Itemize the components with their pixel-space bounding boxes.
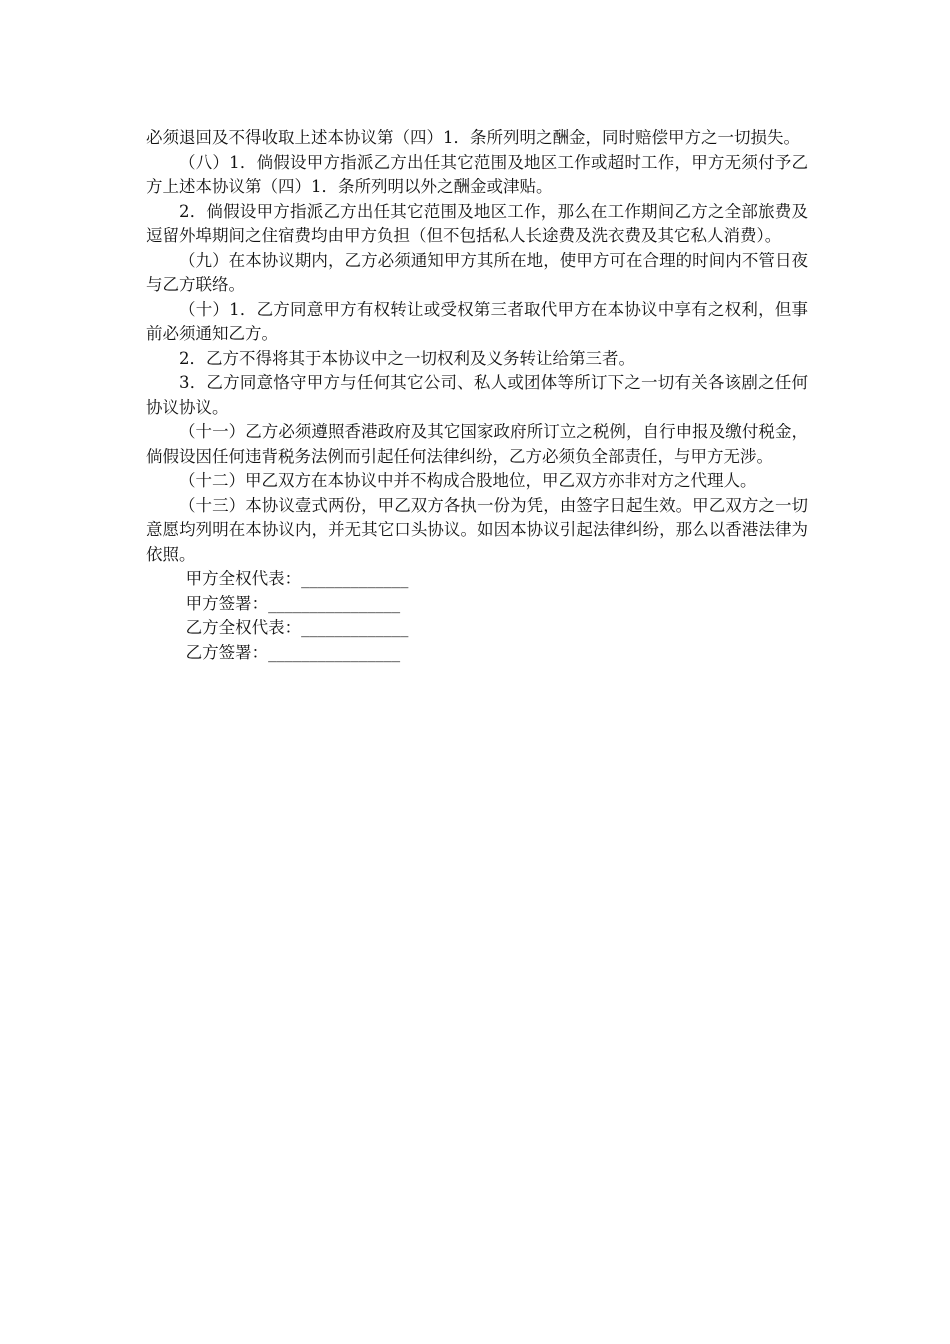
signature-blank: ________________ (268, 593, 401, 613)
paragraph-clause-8-2: 2．倘假设甲方指派乙方出任其它范围及地区工作，那么在工作期间乙方之全部旅费及逗留外埠期间之住宿费均由甲方负担（但不包括私人长途费及洗衣费及其它私人消费）。 (146, 201, 808, 245)
paragraph-clause-12: （十二）甲乙双方在本协议中并不构成合股地位，甲乙双方亦非对方之代理人。 (179, 471, 757, 490)
signature-line-party-a-representative (146, 567, 808, 592)
signature-blank: ________________ (268, 642, 401, 662)
paragraph-clause-13: （十三）本协议壹式两份，甲乙双方各执一份为凭，由签字日起生效。甲乙双方之一切意愿均列明在本协议内，并无其它口头协议。如因本协议引起法律纠纷，那么以香港法律为依照。 (146, 495, 808, 564)
signature-blank: _____________ (301, 569, 409, 588)
signature-blank: _____________ (301, 618, 409, 637)
paragraph-clause-9: （九）在本协议期内，乙方必须通知甲方其所在地，使甲方可在合理的时间内不管日夜与乙方联络。 (146, 250, 808, 294)
paragraph-clause-8-1: （八）1．倘假设甲方指派乙方出任其它范围及地区工作或超时工作，甲方无须付予乙方上述本协议第（四）1．条所列明以外之酬金或津贴。 (146, 152, 808, 196)
paragraph-clause-10-3: 3．乙方同意恪守甲方与任何其它公司、私人或团体等所订下之一切有关各该剧之任何协议协议。 (146, 373, 808, 417)
paragraph-continuation: 必须退回及不得收取上述本协议第（四）1．条所列明之酬金，同时赔偿甲方之一切损失。 (146, 128, 800, 147)
signature-label: 乙方全权代表： (185, 618, 302, 637)
signature-line-party-b-representative (146, 616, 808, 641)
paragraph-clause-10-1: （十）1．乙方同意甲方有权转让或受权第三者取代甲方在本协议中享有之权利，但事前必须通知乙方。 (146, 299, 808, 343)
paragraph-clause-10-2: 2．乙方不得将其于本协议中之一切权利及义务转让给第三者。 (179, 348, 635, 368)
signature-line-party-a-sign (146, 592, 808, 617)
document-page (146, 126, 808, 665)
signature-line-party-b-sign (146, 641, 808, 666)
signature-label: 乙方签署： (185, 642, 269, 662)
signature-label: 甲方全权代表： (185, 569, 302, 588)
signature-label: 甲方签署： (185, 593, 269, 613)
paragraph-clause-11: （十一）乙方必须遵照香港政府及其它国家政府所订立之税例，自行申报及缴付税金，倘假设因任何违背税务法例而引起任何法律纠纷，乙方必须负全部责任，与甲方无涉。 (146, 422, 808, 466)
signature-block (146, 567, 808, 665)
